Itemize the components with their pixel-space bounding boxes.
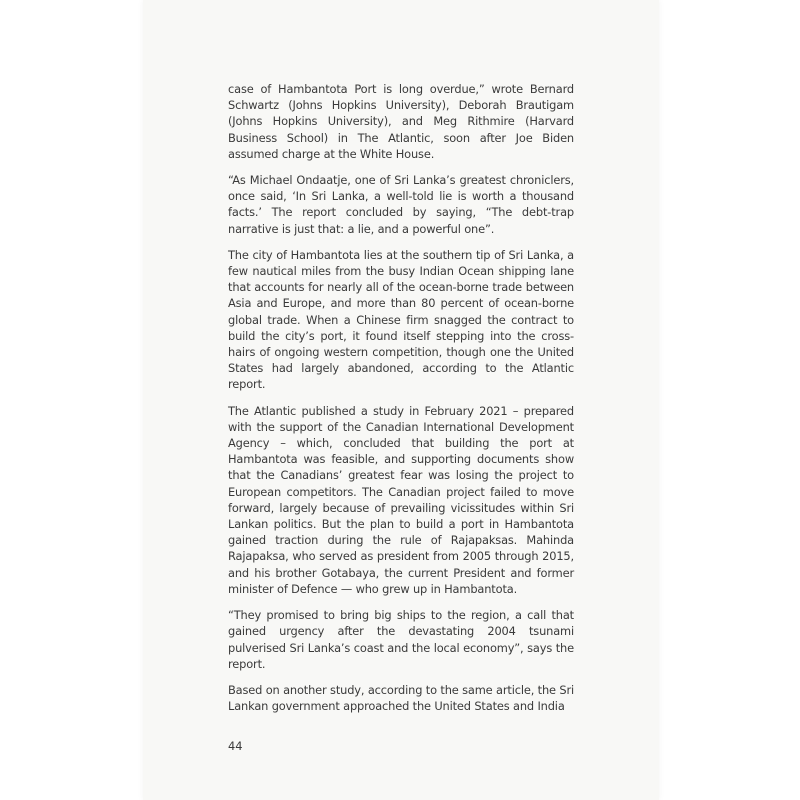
page-number: 44 <box>228 739 243 753</box>
paragraph: “As Michael Ondaatje, one of Sri Lanka’s greatest chroniclers, once said, ‘In Sri Lanka, a well-told lie is worth a thousand facts.’ The report concluded by saying, “The debt-trap narrative is just that: a lie, and a powerful one”. <box>228 173 574 236</box>
paragraph: case of Hambantota Port is long overdue,” wrote Bernard Schwartz (Johns Hopkins University), Deborah Brautigam (Johns Hopkins University), and Meg Rithmire (Harvard Business School) in The Atlantic, soon after Joe Biden assumed charge at the White House. <box>228 82 574 161</box>
paragraph: Based on another study, according to the same article, the Sri Lankan government approached the United States and India <box>228 682 574 714</box>
paragraph: “They promised to bring big ships to the region, a call that gained urgency after the devastating 2004 tsunami pulverised Sri Lanka’s coast and the local economy”, says the report. <box>228 608 574 671</box>
body-text <box>228 81 574 724</box>
paragraph: The city of Hambantota lies at the southern tip of Sri Lanka, a few nautical miles from the busy Indian Ocean shipping lane that accounts for nearly all of the ocean-borne trade between Asia and Europe, and more than 80 percent of ocean-borne global trade. When a Chinese firm snagged the contract to build the city’s port, it found itself stepping into the cross-hairs of ongoing western competition, though one the United States had largely abandoned, according to the Atlantic report. <box>228 247 574 392</box>
paragraph: The Atlantic published a study in February 2021 – prepared with the support of the Canadian International Development Agency – which, concluded that building the port at Hambantota was feasible, and supporting documents show that the Canadians’ greatest fear was losing the project to European competitors. The Canadian project failed to move forward, largely because of prevailing vicissitudes within Sri Lankan politics. But the plan to build a port in Hambantota gained traction during the rule of Rajapaksas. Mahinda Rajapaksa, who served as president from 2005 through 2015, and his brother Gotabaya, the current President and former minister of Defence — who grew up in Hambantota. <box>228 403 574 596</box>
